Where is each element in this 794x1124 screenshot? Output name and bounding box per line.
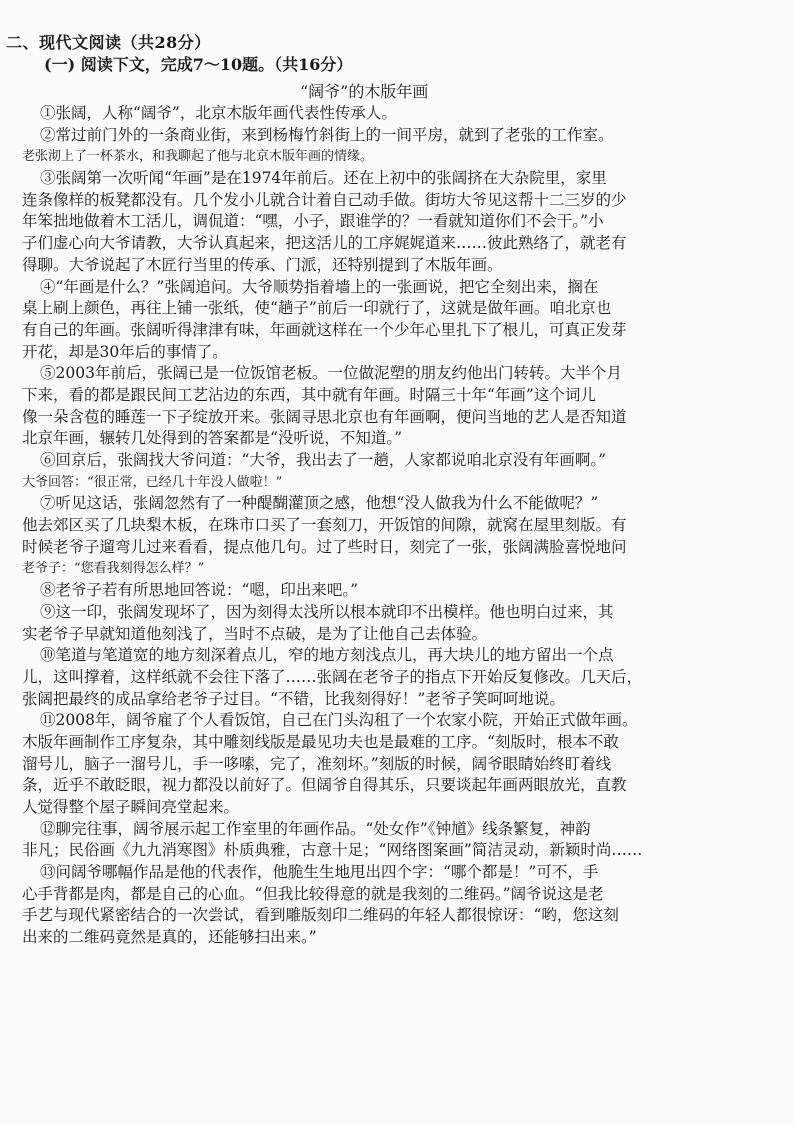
text-line: ⑤2003年前后，张阔已是一位饭馆老板。一位做泥塑的朋友约他出门转转。大半个月 — [40, 364, 622, 383]
text-line: ③张阔第一次听闻“年画”是在1974年前后。还在上初中的张阔挤在大杂院里，家里 — [40, 169, 607, 188]
text-line: ⑥回京后，张阔找大爷问道：“大爷，我出去了一趟，人家都说咱北京没有年画啊。” — [40, 451, 607, 469]
question-instruction: (一) 阅读下文，完成7～10题。（共16分） — [44, 55, 353, 74]
text-line: 下来，看的都是跟民间工艺沾边的东西，其中就有年画。时隔三十年“年画”这个词儿 — [22, 385, 596, 404]
text-line: ⑬问阔爷哪幅作品是他的代表作，他脆生生地甩出四个字：“哪个都是！”可不，手 — [40, 863, 599, 882]
text-line: 非凡；民俗画《九九消寒图》朴质典雅，古意十足；“网络图案画”简洁灵动，新颖时尚…… — [22, 841, 643, 860]
text-line: 儿，这叫撑着，这样纸就不会往下落了……张阔在老爷子的指点下开始反复修改。几天后， — [22, 667, 643, 686]
text-line: 溜号儿，脑子一溜号儿，手一哆嗦，完了，准刻坏。”刻版的时候，阔爷眼睛始终盯着线 — [22, 754, 612, 773]
text-line: ⑧老爷子若有所思地回答说：“嗯，印出来吧。” — [40, 581, 359, 600]
text-line: ④“年画是什么？”张阔追问。大爷顺势指着墙上的一张画说，把它全刻出来，搁在 — [40, 277, 599, 296]
text-line: ①张阔，人称“阔爷”，北京木版年画代表性传承人。 — [40, 104, 397, 122]
text-line: 张阔把最终的成品拿给老爷子过目。“不错，比我刻得好！”老爷子笑呵呵地说。 — [22, 689, 565, 708]
text-line: 有自己的年画。张阔听得津津有味，年画就这样在一个少年心里扎下了根儿，可真正发芽 — [22, 320, 627, 339]
text-line: 出来的二维码竟然是真的，还能够扫出来。” — [22, 928, 317, 947]
text-line: 条，近乎不敢眨眼，视力都没以前好了。但阔爷自得其乐，只要谈起年画两眼放光，直教 — [22, 776, 627, 795]
section-heading: 二、现代文阅读（共28分） — [6, 33, 211, 52]
text-line: 老张沏上了一杯茶水，和我聊起了他与北京木版年画的情缘。 — [22, 149, 374, 165]
text-line: 心手背都是肉，都是自己的心血。“但我比较得意的就是我刻的二维码。”阔爷说这是老 — [22, 884, 604, 903]
article-title: “阔爷”的木版年画 — [300, 82, 429, 101]
text-line: ⑩笔道与笔道宽的地方刻深着点儿，窄的地方刻浅点儿，再大块儿的地方留出一个点 — [40, 646, 614, 665]
text-line: 连条像样的板凳都没有。几个发小儿就合计着自己动手做。街坊大爷见这帮十二三岁的少 — [22, 190, 627, 209]
text-line: ⑪2008年，阔爷雇了个人看饭馆，自己在门头沟租了一个农家小院，开始正式做年画。 — [40, 711, 638, 730]
text-line: 北京年画，辗转几处得到的答案都是“没听说，不知道。” — [22, 429, 403, 448]
text-line: 实老爷子早就知道他刻浅了，当时不点破，是为了让他自己去体验。 — [22, 624, 488, 643]
text-line: 子们虚心向大爷请教，大爷认真起来，把这活儿的工序娓娓道来……彼此熟络了，就老有 — [22, 234, 627, 253]
text-line: 老爷子：“您看我刻得怎么样？” — [22, 561, 205, 577]
article-body — [22, 103, 780, 949]
text-line: ⑦听见这话，张阔忽然有了一种醍醐灌顶之感，他想“没人做我为什么不能做呢？” — [40, 494, 599, 513]
text-line: 年笨拙地做着木工活儿，调侃道：“嘿，小子，跟谁学的？一看就知道你们不会干。”小 — [22, 212, 604, 231]
text-line: ②常过前门外的一条商业街，来到杨梅竹斜街上的一间平房，就到了老张的工作室。 — [40, 125, 614, 144]
text-line: 手艺与现代紧密结合的一次尝试，看到雕版刻印二维码的年轻人都很惊讶：“哟，您这刻 — [22, 906, 619, 925]
text-line: 大爷回答：“很正常，已经几十年没人做啦！” — [22, 474, 283, 490]
text-line: 开花，却是30年后的事情了。 — [22, 342, 228, 361]
text-line: 他去郊区买了几块梨木板，在珠市口买了一套刻刀，开饭馆的间隙，就窝在屋里刻版。有 — [22, 516, 627, 535]
text-line: 桌上刷上颜色，再往上铺一张纸，使“趟子”前后一印就行了，这就是做年画。咱北京也 — [22, 299, 612, 318]
text-line: 像一朵含苞的睡莲一下子绽放开来。张阔寻思北京也有年画啊，便问当地的艺人是否知道 — [22, 407, 627, 426]
text-line: 木版年画制作工序复杂，其中雕刻线版是最见功夫也是最难的工序。“刻版时，根本不敢 — [22, 732, 619, 751]
text-line: 人觉得整个屋子瞬间亮堂起来。 — [22, 798, 240, 816]
text-line: ⑨这一印，张阔发现坏了，因为刻得太浅所以根本就印不出模样。他也明白过来，其 — [40, 602, 614, 621]
text-line: ⑫聊完往事，阔爷展示起工作室里的年画作品。“处女作”《钟馗》线条繁复，神韵 — [40, 819, 591, 838]
text-line: 得聊。大爷说起了木匠行当里的传承、门派，还特别提到了木版年画。 — [22, 255, 503, 274]
text-line: 时候老爷子遛弯儿过来看看，提点他几句。过了些时日，刻完了一张，张阔满脸喜悦地问 — [22, 537, 627, 556]
